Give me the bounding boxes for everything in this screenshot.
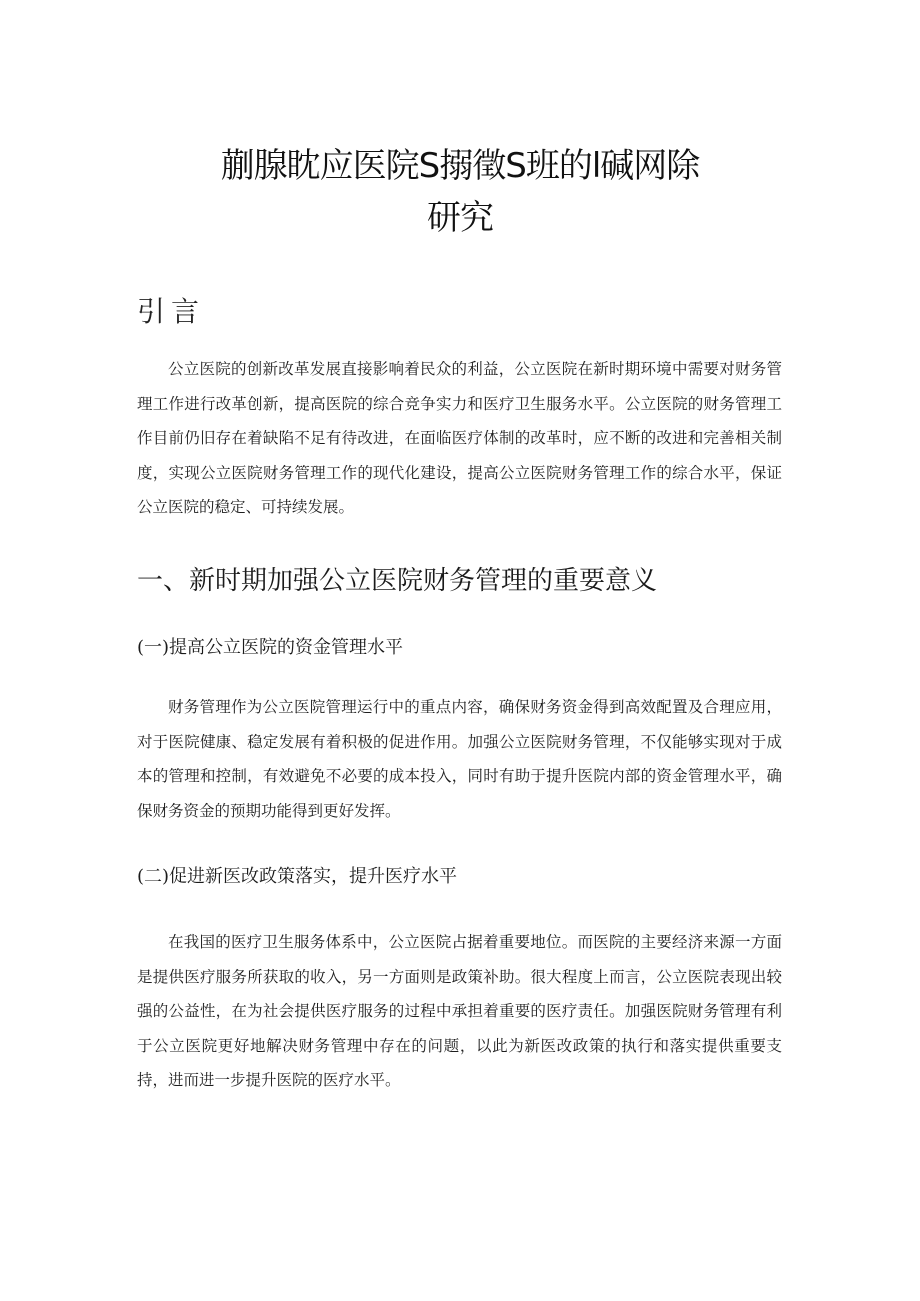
intro-paragraph: 公立医院的创新改革发展直接影响着民众的利益，公立医院在新时期环境中需要对财务管理工作进行改革创新，提高医院的综合竞争实力和医疗卫生服务水平。公立医院的财务管理工作目前仍旧存在着缺陷不足有待改进，在面临医疗体制的改革时，应不断的改进和完善相关制度，实现公立医院财务管理工作的现代化建设，提高公立医院财务管理工作的综合水平，保证公立医院的稳定、可持续发展。 — [137, 360, 782, 516]
section-1-heading: 一、新时期加强公立医院财务管理的重要意义 — [137, 566, 658, 596]
subsection-2-paragraph: 在我国的医疗卫生服务体系中，公立医院占据着重要地位。而医院的主要经济来源一方面是提供医疗服务所获取的收入，另一方面则是政策补助。很大程度上而言，公立医院表现出较强的公益性，在为社会提供医疗服务的过程中承担着重要的医疗责任。加强医院财务管理有利于公立医院更好地解决财务管理中存在的问题，以此为新医改政策的执行和落实提供重要支持，进而进一步提升医院的医疗水平。 — [137, 933, 782, 1089]
document-title-line-1: 蒯腺眈应医院S搦徵S班的l碱网除 — [220, 146, 700, 186]
subsection-2-heading: (二)促进新医改政策落实，提升医疗水平 — [137, 866, 458, 887]
subsection-1-paragraph: 财务管理作为公立医院管理运行中的重点内容，确保财务资金得到高效配置及合理应用，对于医院健康、稳定发展有着积极的促进作用。加强公立医院财务管理，不仅能够实现对于成本的管理和控制，有效避免不必要的成本投入，同时有助于提升医院内部的资金管理水平，确保财务资金的预期功能得到更好发挥。 — [137, 698, 782, 820]
document-title-line-2: 研究 — [427, 198, 493, 238]
subsection-1-heading: (一)提高公立医院的资金管理水平 — [137, 637, 404, 658]
intro-heading: 引言 — [137, 295, 206, 328]
